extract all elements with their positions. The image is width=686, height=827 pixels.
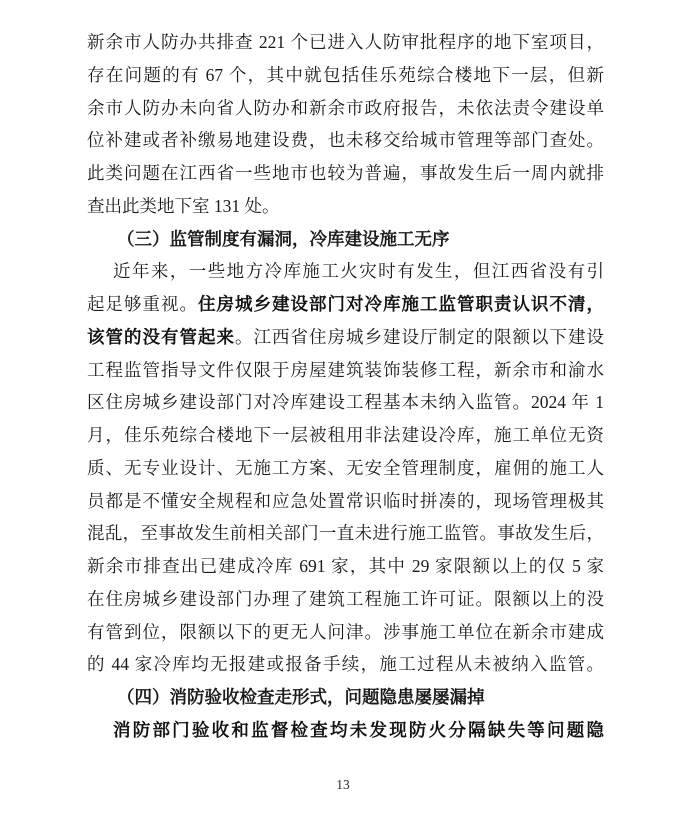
text-line [87, 26, 604, 59]
text-line [87, 452, 604, 485]
text-line [87, 386, 604, 419]
text-line [87, 616, 604, 649]
text-run-song: 存在问题的有 67 个，其中就包括佳乐苑综合楼地下一层，但新 [87, 64, 604, 85]
text-run-song: 余市人防办未向省人防办和新余市政府报告，未依法责令建设单 [87, 97, 604, 118]
text-line [87, 190, 604, 223]
text-run-song: 员都是不懂安全规程和应急处置常识临时拼凑的，现场管理极其 [87, 490, 604, 511]
text-column [87, 26, 604, 747]
text-run-song: 工程监管指导文件仅限于房屋建筑装饰装修工程，新余市和渝水 [87, 359, 604, 380]
text-line [87, 681, 604, 714]
text-line [87, 648, 604, 681]
text-line [87, 550, 604, 583]
text-run-kai: （三）监管制度有漏洞，冷库建设施工无序 [117, 228, 450, 249]
text-run-hei: 消防部门验收和监督检查均未发现防火分隔缺失等问题隐 [113, 719, 604, 740]
text-line [87, 517, 604, 550]
text-run-hei: 该管的没有管起来 [87, 326, 235, 347]
text-run-song: 在住房城乡建设部门办理了建筑工程施工许可证。限额以上的没 [87, 588, 604, 609]
text-run-kai: （四）消防验收检查走形式，问题隐患屡屡漏掉 [117, 687, 485, 707]
text-line [87, 288, 604, 321]
text-line [87, 354, 604, 387]
text-run-song: 的 44 家冷库均无报建或报备手续，施工过程从未被纳入监管。 [87, 654, 604, 675]
text-run-song: 起足够重视。 [87, 294, 198, 314]
text-run-song: 区住房城乡建设部门对冷库建设工程基本未纳入监管。2024 年 1 [87, 392, 604, 413]
text-line [87, 321, 604, 354]
text-line [87, 223, 604, 256]
text-run-song: 。江西省住房城乡建设厅制定的限额以下建设 [235, 326, 604, 347]
text-run-song: 月，佳乐苑综合楼地下一层被租用非法建设冷库，施工单位无资 [87, 425, 604, 445]
text-line [87, 92, 604, 125]
text-run-hei: 住房城乡建设部门对冷库施工监管职责认识不清， [198, 294, 604, 314]
page-number: 13 [336, 777, 350, 792]
text-line [87, 59, 604, 92]
text-run-song: 近年来，一些地方冷库施工火灾时有发生，但江西省没有引 [113, 261, 604, 282]
text-run-song: 新余市排查出已建成冷库 691 家，其中 29 家限额以上的仅 5 家 [87, 556, 604, 576]
text-line [87, 255, 604, 288]
text-run-song: 新余市人防办共排查 221 个已进入人防审批程序的地下室项目， [87, 32, 604, 52]
text-run-song: 此类问题在江西省一些地市也较为普遍，事故发生后一周内就排 [87, 163, 604, 183]
text-line [87, 419, 604, 452]
text-run-song: 质、无专业设计、无施工方案、无安全管理制度，雇佣的施工人 [87, 457, 604, 478]
text-run-song: 混乱，至事故发生前相关部门一直未进行施工监管。事故发生后， [87, 523, 604, 544]
text-run-song: 位补建或者补缴易地建设费，也未移交给城市管理等部门查处。 [87, 130, 604, 151]
text-run-song: 有管到位，限额以下的更无人问津。涉事施工单位在新余市建成 [87, 621, 604, 642]
text-line [87, 583, 604, 616]
text-line [87, 124, 604, 157]
text-line [87, 485, 604, 518]
text-run-song: 查出此类地下室 131 处。 [87, 195, 280, 216]
text-line [87, 157, 604, 190]
text-line [87, 714, 604, 747]
